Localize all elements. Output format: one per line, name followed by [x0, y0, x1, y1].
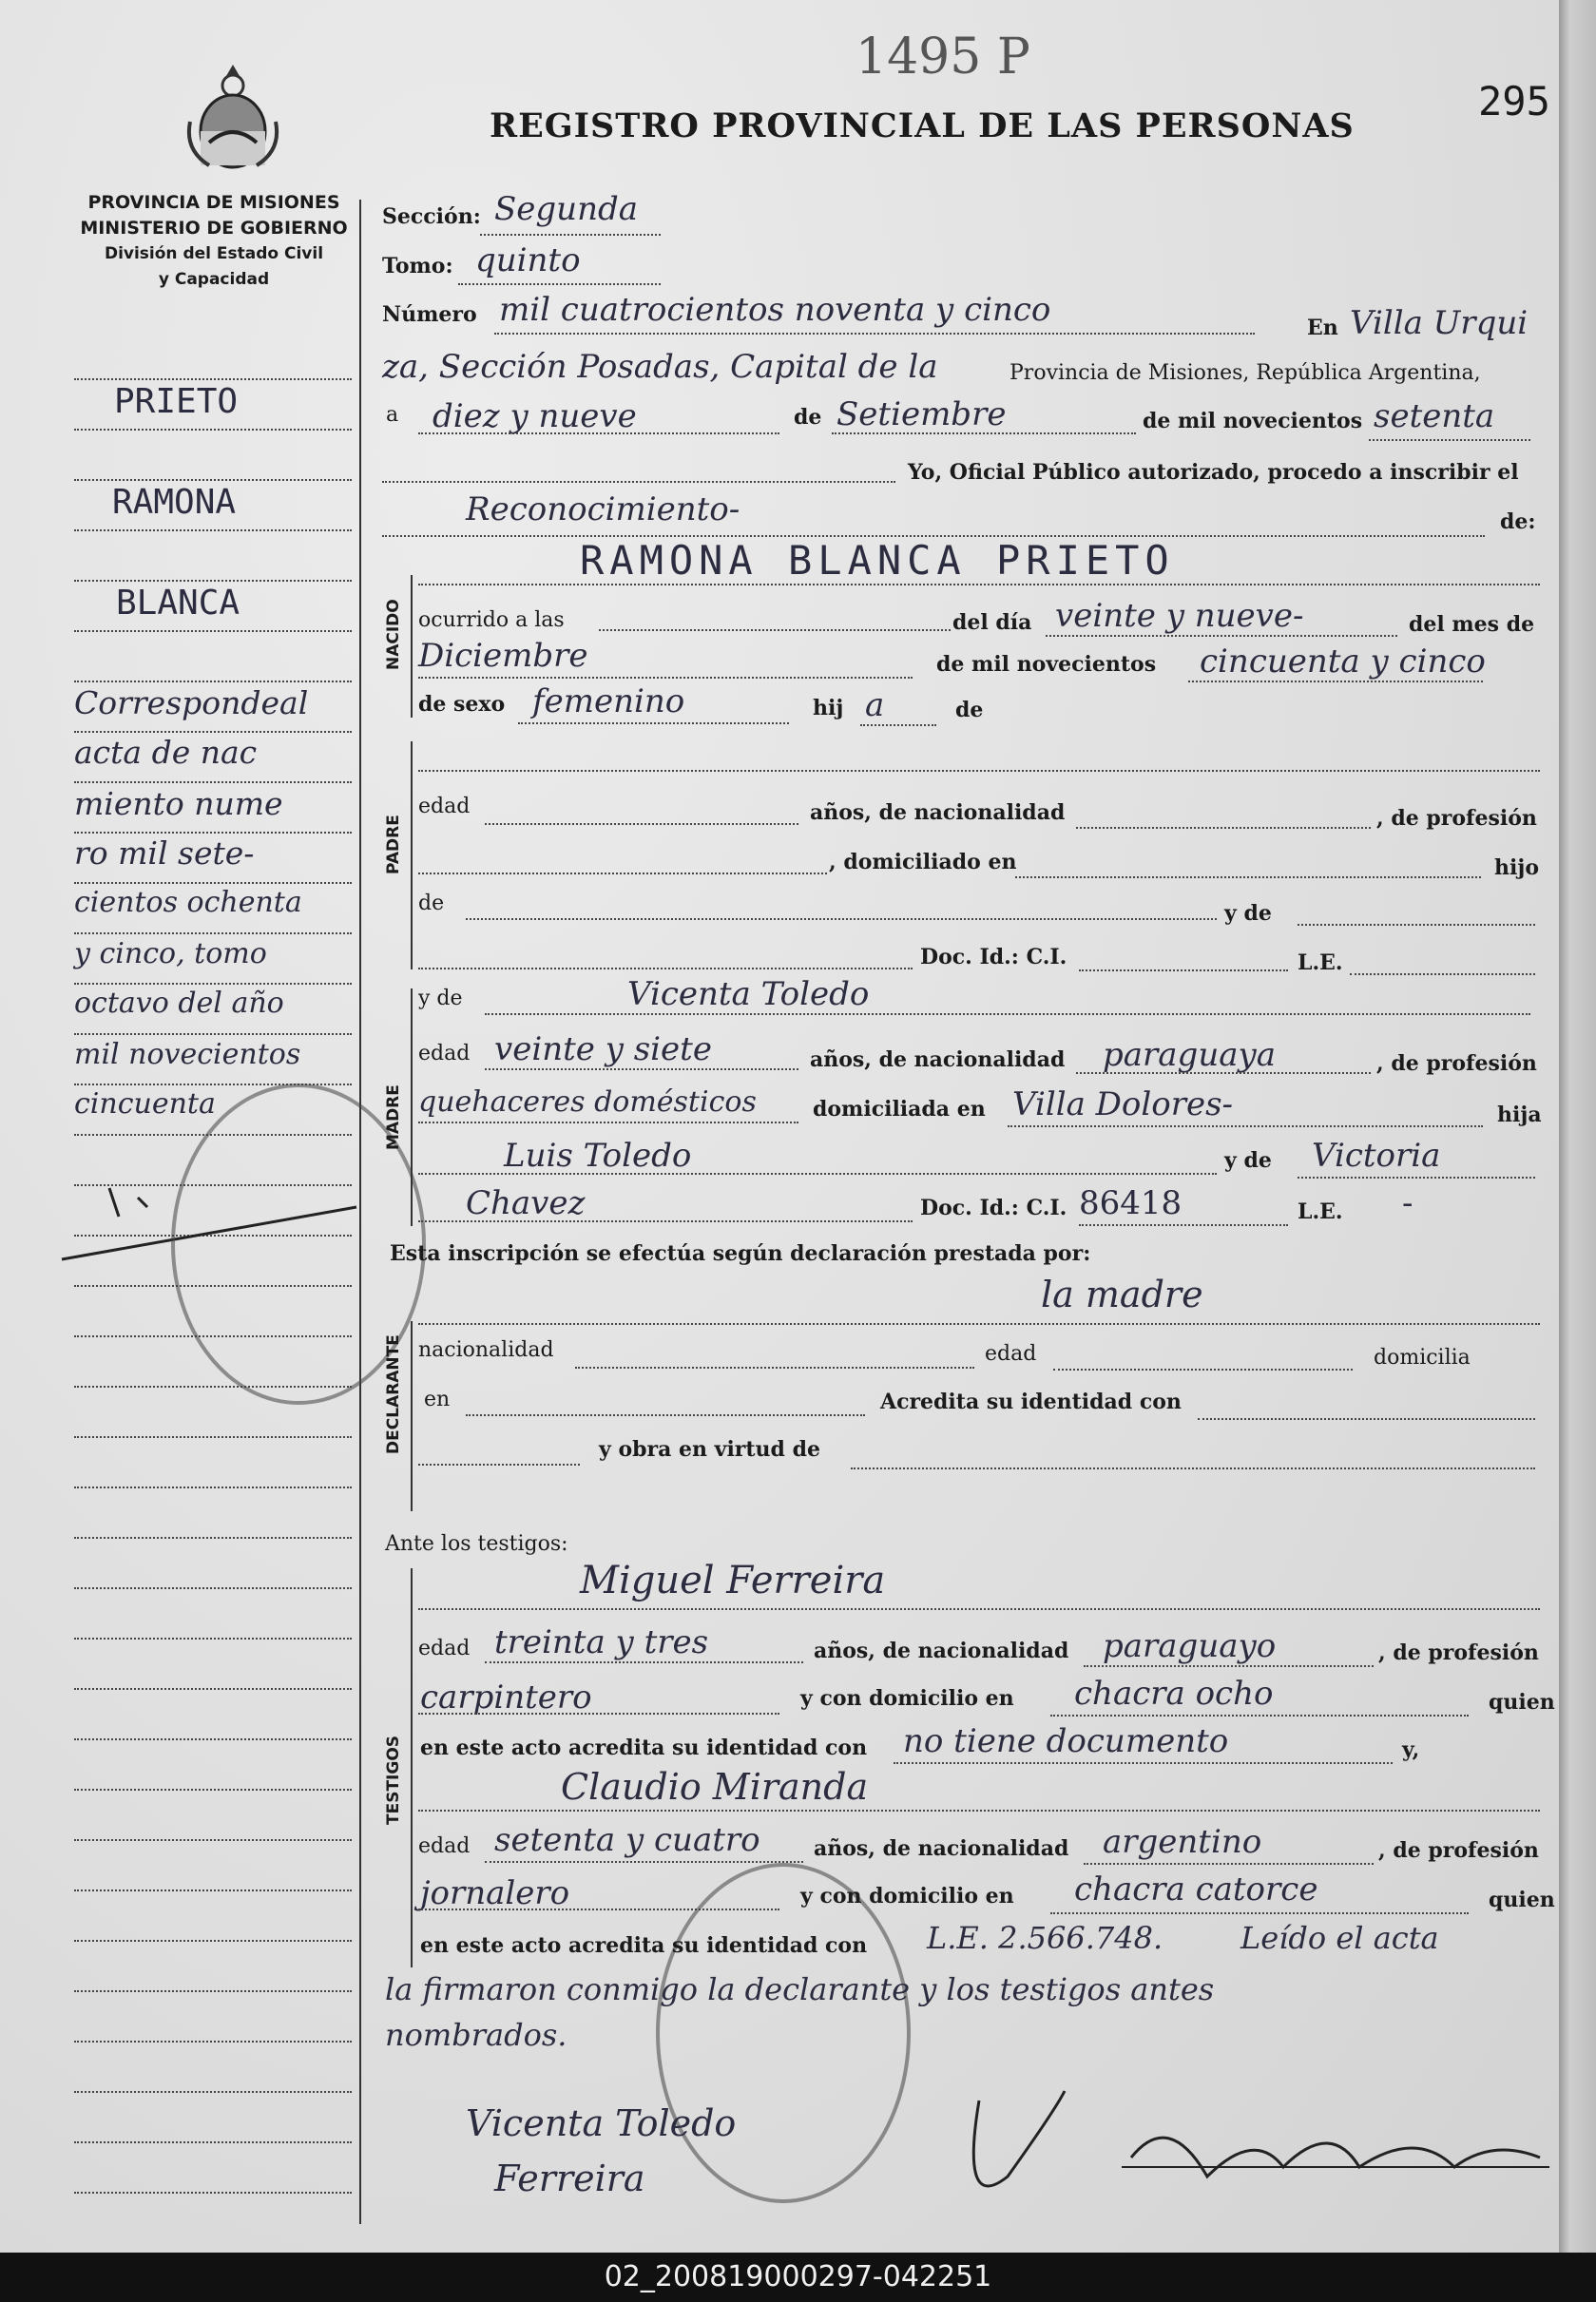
declarante-acredita-label: Acredita su identidad con: [880, 1390, 1182, 1414]
margin-note-line: ro mil sete-: [74, 834, 255, 872]
official-signature: [922, 2072, 1568, 2224]
declarante-obra-label: y obra en virtud de: [599, 1437, 820, 1462]
w1-nac: paraguayo: [1103, 1627, 1277, 1665]
seal-stamp-2: [656, 1863, 911, 2203]
madre-profesion-label: , de profesión: [1376, 1051, 1537, 1076]
margin-ruled-line: [74, 1487, 352, 1488]
padre-label: PADRE: [384, 815, 403, 874]
margin-note-line: cincuenta: [74, 1087, 216, 1121]
numero-value: mil cuatrocientos noventa y cinco: [499, 291, 1051, 329]
madre-father: Luis Toledo: [504, 1137, 692, 1175]
madre-doc: 86418: [1079, 1184, 1183, 1222]
org-line: y Capacidad: [158, 270, 270, 289]
tomo-value: quinto: [475, 241, 581, 279]
w2-edad-label: edad: [418, 1834, 471, 1858]
province-text: Provincia de Misiones, República Argentina,: [1010, 361, 1481, 385]
madre-mother1: Victoria: [1312, 1137, 1441, 1175]
declarante-domicilia-label: domicilia: [1374, 1346, 1471, 1370]
org-block: [67, 190, 361, 293]
w2-edad: setenta y cuatro: [494, 1821, 760, 1859]
padre-edad-label: edad: [418, 795, 471, 818]
margin-note-line: octavo del año: [74, 987, 284, 1020]
margin-ruled-line: [74, 429, 352, 431]
w2-nac: argentino: [1103, 1823, 1262, 1861]
margin-ruled-line: [74, 932, 352, 934]
closing-line3: nombrados.: [385, 2017, 567, 2053]
padre-de-label: de: [418, 892, 445, 915]
witness2-name: Claudio Miranda: [561, 1766, 869, 1808]
witness1-name: Miguel Ferreira: [580, 1559, 886, 1602]
margin-ruled-line: [74, 630, 352, 632]
declarante-nac-label: nacionalidad: [418, 1338, 554, 1362]
margin-name1: RAMONA: [112, 483, 237, 522]
w2-prof: jornalero: [420, 1874, 570, 1912]
hij-de-label: de: [955, 698, 984, 722]
madre-domiciliada-label: domiciliada en: [813, 1097, 986, 1122]
year-value: setenta: [1374, 397, 1495, 435]
madre-le-value: -: [1402, 1184, 1413, 1222]
margin-ruled-line: [74, 1940, 352, 1942]
margin-ruled-line: [74, 731, 352, 733]
w2-quien-label: quien: [1489, 1888, 1555, 1912]
margin-name2: BLANCA: [116, 584, 240, 623]
margin-ruled-line: [74, 2141, 352, 2143]
margin-ruled-line: [74, 2192, 352, 2194]
madre-y-de-label: y de: [418, 987, 463, 1010]
padre-hijo-label: hijo: [1494, 855, 1539, 880]
margin-ruled-line: [74, 580, 352, 582]
margin-ruled-line: [74, 1789, 352, 1791]
w1-anos-label: años, de nacionalidad: [814, 1639, 1069, 1663]
margin-ruled-line: [74, 1990, 352, 1992]
madre-y-de2-label: y de: [1224, 1148, 1272, 1173]
del-dia-label: del día: [952, 610, 1032, 635]
margin-note-line: y cinco, tomo: [74, 937, 267, 970]
declarante-edad-label: edad: [985, 1342, 1037, 1366]
padre-le-label: L.E.: [1298, 950, 1343, 975]
w2-acredita-label: en este acto acredita su identidad con: [420, 1933, 868, 1958]
madre-edad-label: edad: [418, 1042, 471, 1065]
margin-ruled-line: [74, 1638, 352, 1640]
margin-ruled-line: [74, 1587, 352, 1589]
declarante-intro: Esta inscripción se efectúa según declaración prestada por:: [390, 1241, 1091, 1266]
margin-ruled-line: [74, 529, 352, 531]
year-label: de mil novecientos: [1143, 409, 1363, 433]
w2-anos-label: años, de nacionalidad: [814, 1836, 1069, 1861]
binding-edge: [1559, 0, 1596, 2253]
w2-id: L.E. 2.566.748.: [927, 1920, 1163, 1956]
coat-of-arms-icon: [181, 55, 285, 169]
w1-prof: carpintero: [420, 1679, 592, 1717]
margin-note-line: Correspondeal: [74, 684, 309, 721]
testigos-intro: Ante los testigos:: [385, 1532, 568, 1556]
padre-anos-label: años, de nacionalidad: [810, 800, 1066, 825]
stamp-number: 1495 P: [856, 29, 1030, 86]
w2-domicilio-label: y con domicilio en: [800, 1884, 1014, 1909]
margin-note-line: mil novecientos: [74, 1038, 301, 1071]
margin-note-line: acta de nac: [74, 734, 258, 771]
margin-ruled-line: [74, 378, 352, 380]
declarante-en-label: en: [424, 1388, 451, 1411]
margin-ruled-line: [74, 1738, 352, 1740]
madre-anos-label: años, de nacionalidad: [810, 1047, 1066, 1072]
margin-ruled-line: [74, 1688, 352, 1690]
mes-value: Diciembre: [418, 637, 588, 675]
de-colon: de:: [1500, 509, 1536, 534]
org-line: División del Estado Civil: [104, 244, 324, 263]
page-number: 295: [1478, 78, 1550, 125]
w1-domicilio-label: y con domicilio en: [800, 1686, 1014, 1711]
hij-label: hij: [813, 696, 844, 720]
signature-vicenta: Vicenta Toledo: [466, 2102, 737, 2144]
tomo-label: Tomo:: [382, 254, 453, 278]
sexo-value: femenino: [532, 682, 685, 720]
signature-ferreira: Ferreira: [494, 2158, 645, 2199]
file-id-footer: 02_200819000297-042251: [0, 2253, 1596, 2302]
numero-label: Número: [382, 302, 477, 327]
madre-name: Vicenta Toledo: [627, 975, 870, 1013]
registrant-name: RAMONA BLANCA PRIETO: [580, 537, 1175, 584]
w1-quien-label: quien: [1489, 1690, 1555, 1715]
padre-doc-label: Doc. Id.: C.I.: [920, 945, 1067, 969]
margin-note-line: miento nume: [74, 785, 283, 822]
madre-le-label: L.E.: [1298, 1199, 1343, 1224]
madre-doc-label: Doc. Id.: C.I.: [920, 1196, 1067, 1220]
dia-value: veinte y nueve-: [1055, 597, 1304, 635]
day-value: diez y nueve: [433, 397, 637, 435]
margin-note-line: cientos ochenta: [74, 886, 302, 919]
org-line: PROVINCIA DE MISIONES: [87, 192, 340, 213]
margin-ruled-line: [74, 1033, 352, 1035]
padre-domiciliado-label: , domiciliado en: [829, 850, 1017, 874]
margin-ruled-line: [74, 479, 352, 481]
w1-profesion-label: , de profesión: [1378, 1640, 1539, 1665]
act-type: Reconocimiento-: [466, 490, 740, 528]
w1-edad-label: edad: [418, 1637, 471, 1660]
margin-ruled-line: [74, 2091, 352, 2093]
place-line: za, Sección Posadas, Capital de la: [382, 348, 938, 386]
ocurrido-label: ocurrido a las: [418, 608, 565, 632]
margin-ruled-line: [74, 983, 352, 985]
margin-ruled-line: [74, 1537, 352, 1539]
seccion-value: Segunda: [494, 190, 639, 228]
closing-line2: la firmaron conmigo la declarante y los testigos antes: [385, 1971, 1215, 2007]
madre-label: MADRE: [384, 1084, 403, 1150]
de-label: de: [794, 405, 822, 430]
del-mes-label: del mes de: [1409, 612, 1535, 637]
margin-surname: PRIETO: [114, 382, 239, 421]
sexo-label: de sexo: [418, 692, 506, 717]
margin-ruled-line: [74, 781, 352, 783]
en-label: En: [1307, 316, 1338, 340]
madre-mother2: Chavez: [466, 1184, 586, 1222]
padre-y-de-label: y de: [1224, 901, 1272, 926]
madre-nacionalidad: paraguaya: [1103, 1036, 1276, 1074]
page-title: REGISTRO PROVINCIAL DE LAS PERSONAS: [490, 106, 1355, 145]
nacido-label: NACIDO: [384, 599, 403, 670]
w1-id: no tiene documento: [903, 1722, 1229, 1760]
w2-dom: chacra catorce: [1074, 1870, 1318, 1909]
padre-profesion-label: , de profesión: [1376, 806, 1537, 831]
w1-edad: treinta y tres: [494, 1623, 709, 1661]
madre-hija-label: hija: [1497, 1103, 1542, 1127]
margin-ruled-line: [74, 1436, 352, 1438]
madre-edad: veinte y siete: [494, 1030, 712, 1068]
margin-ruled-line: [74, 832, 352, 834]
closing-line1: Leído el acta: [1240, 1920, 1439, 1956]
margin-ruled-line: [74, 2041, 352, 2043]
margin-ruled-line: [74, 681, 352, 682]
org-line: MINISTERIO DE GOBIERNO: [80, 218, 348, 239]
declarante-who: la madre: [1041, 1274, 1203, 1315]
month-value: Setiembre: [836, 395, 1007, 433]
margin-ruled-line: [74, 882, 352, 884]
declarante-label: DECLARANTE: [384, 1334, 403, 1454]
margin-ruled-line: [74, 1890, 352, 1891]
oficial-text: Yo, Oficial Público autorizado, procedo a inscribir el: [908, 460, 1519, 485]
w2-profesion-label: , de profesión: [1378, 1838, 1539, 1863]
w1-acredita-label: en este acto acredita su identidad con: [420, 1736, 868, 1760]
madre-domicilio: Villa Dolores-: [1012, 1085, 1234, 1123]
madre-profesion: quehaceres domésticos: [418, 1085, 757, 1119]
testigos-label: TESTIGOS: [384, 1735, 403, 1825]
a-label: a: [386, 403, 399, 427]
seccion-label: Sección:: [382, 204, 481, 229]
w1-y-label: y,: [1402, 1737, 1420, 1762]
nacido-year-value: cincuenta y cinco: [1200, 643, 1486, 681]
margin-ruled-line: [74, 1839, 352, 1841]
en-value: Villa Urqui: [1350, 304, 1529, 342]
nacido-year-label: de mil novecientos: [936, 652, 1157, 677]
hij-suffix: a: [865, 686, 885, 724]
w1-dom: chacra ocho: [1074, 1675, 1274, 1713]
